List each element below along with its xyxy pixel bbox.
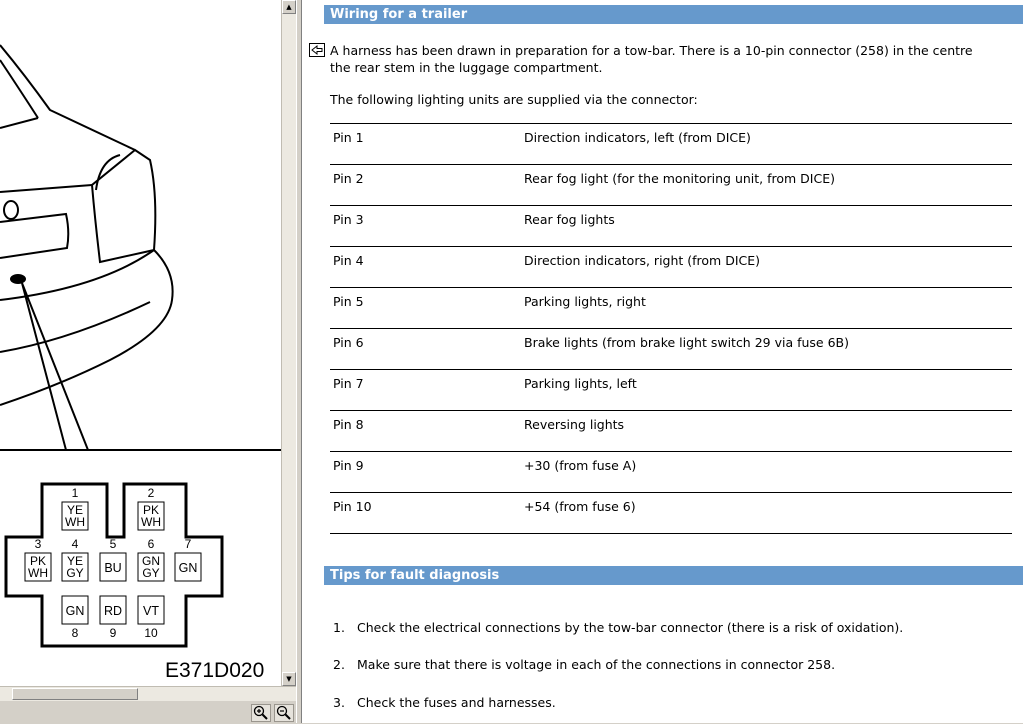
pin-label: Pin 6 [333,335,364,350]
pin-number: 1 [71,486,79,500]
pin-label: Pin 3 [333,212,364,227]
pin-color-code: PK [142,503,160,517]
pin-label: Pin 9 [333,458,364,473]
pin-label: Pin 4 [333,253,364,268]
pin-description: Direction indicators, left (from DICE) [524,130,751,145]
list-item [333,695,556,710]
scroll-up-button[interactable]: ▲ [282,0,296,14]
diagram-pane [0,0,281,686]
pointer-lines [22,283,88,450]
wiring-header: Wiring for a trailer [324,5,1023,24]
pin-number: 9 [109,626,117,640]
pin-description: +54 (from fuse 6) [524,499,636,514]
pin-label: Pin 7 [333,376,364,391]
pin-color-code: GN [65,604,85,618]
pin-color-code: WH [28,566,48,580]
pin-description: Reversing lights [524,417,625,432]
list-item [333,620,903,635]
pin-number: 10 [144,626,158,640]
car-badge-ring [4,201,18,219]
pin-number: 7 [184,537,192,551]
content-pane [302,0,1023,723]
zoom-in-button[interactable] [251,704,271,722]
pin-color-code: GY [142,566,160,580]
pin-color-code: WH [141,515,161,529]
connector-diagram [0,0,281,686]
table-row [330,410,1012,451]
list-number: 3. [333,695,345,710]
scroll-down-button[interactable]: ▼ [282,672,296,686]
table-caption: The following lighting units are supplied via the connector: [330,92,698,107]
horizontal-scroll-thumb[interactable] [12,688,138,700]
list-number: 1. [333,620,345,635]
tips-header: Tips for fault diagnosis [324,566,1023,585]
pin-description: Brake lights (from brake light switch 29 via fuse 6B) [524,335,849,350]
car-light-outline [92,150,155,262]
diagram-vertical-scrollbar[interactable] [281,0,296,686]
pin-color-code: RD [103,604,123,618]
intro-line: A harness has been drawn in preparation for a tow-bar. There is a 10-pin connector (258) in the centre [330,43,973,58]
car-bumper [0,250,173,405]
zoom-out-button[interactable] [274,704,294,722]
table-row [330,164,1012,205]
pin-number: 6 [147,537,155,551]
car-rear-window [0,45,135,150]
pin-label: Pin 10 [333,499,372,514]
zoom-toolbar [0,701,296,723]
table-row [330,123,1012,164]
list-text: Check the fuses and harnesses. [357,695,556,710]
pin-description: Rear fog light (for the monitoring unit, from DICE) [524,171,835,186]
back-arrow-icon[interactable] [309,43,325,57]
pin-color-code: GN [142,554,160,568]
pin-description: Parking lights, right [524,294,646,309]
diagram-code: E371D020 [165,659,265,682]
intro-line: the rear stem in the luggage compartment. [330,59,603,75]
car-panel-line [0,185,92,192]
intro-paragraph [330,43,1023,76]
car-body-line [0,118,38,128]
pin-color-code: GN [178,561,198,575]
pin-table [330,123,1012,534]
pin-label: Pin 8 [333,417,364,432]
pin-number: 5 [109,537,117,551]
pin-number: 8 [71,626,79,640]
pin-description: Rear fog lights [524,212,615,227]
pin-color-code: VT [143,604,159,618]
diagram-horizontal-scrollbar[interactable] [0,686,296,701]
list-number: 2. [333,657,345,672]
zoom-out-icon [275,705,293,721]
pin-description: +30 (from fuse A) [524,458,637,473]
table-row [330,246,1012,287]
zoom-in-icon [252,705,270,721]
list-text: Check the electrical connections by the tow-bar connector (there is a risk of oxidation). [357,620,904,635]
pin-color-code: YE [66,503,84,517]
pin-description: Parking lights, left [524,376,637,391]
table-row [330,369,1012,410]
table-row [330,328,1012,369]
table-row [330,492,1012,534]
pin-description: Direction indicators, right (from DICE) [524,253,761,268]
table-row [330,451,1012,492]
pin-number: 3 [34,537,42,551]
table-row [330,205,1012,246]
car-bumper-lower [0,302,150,352]
pin-number: 4 [71,537,79,551]
pin-color-code: GY [66,566,84,580]
table-row [330,287,1012,328]
car-plate [0,214,68,258]
connector-location-dot [10,274,26,284]
pin-label: Pin 1 [333,130,364,145]
pin-color-code: YE [66,554,84,568]
pin-color-code: PK [29,554,47,568]
pin-label: Pin 2 [333,171,364,186]
list-text: Make sure that there is voltage in each of the connections in connector 258. [357,657,836,672]
list-item [333,657,835,672]
pin-label: Pin 5 [333,294,364,309]
pin-color-code: WH [65,515,85,529]
connector-pins [25,486,201,640]
pin-color-code: BU [104,561,122,575]
pin-number: 2 [147,486,155,500]
